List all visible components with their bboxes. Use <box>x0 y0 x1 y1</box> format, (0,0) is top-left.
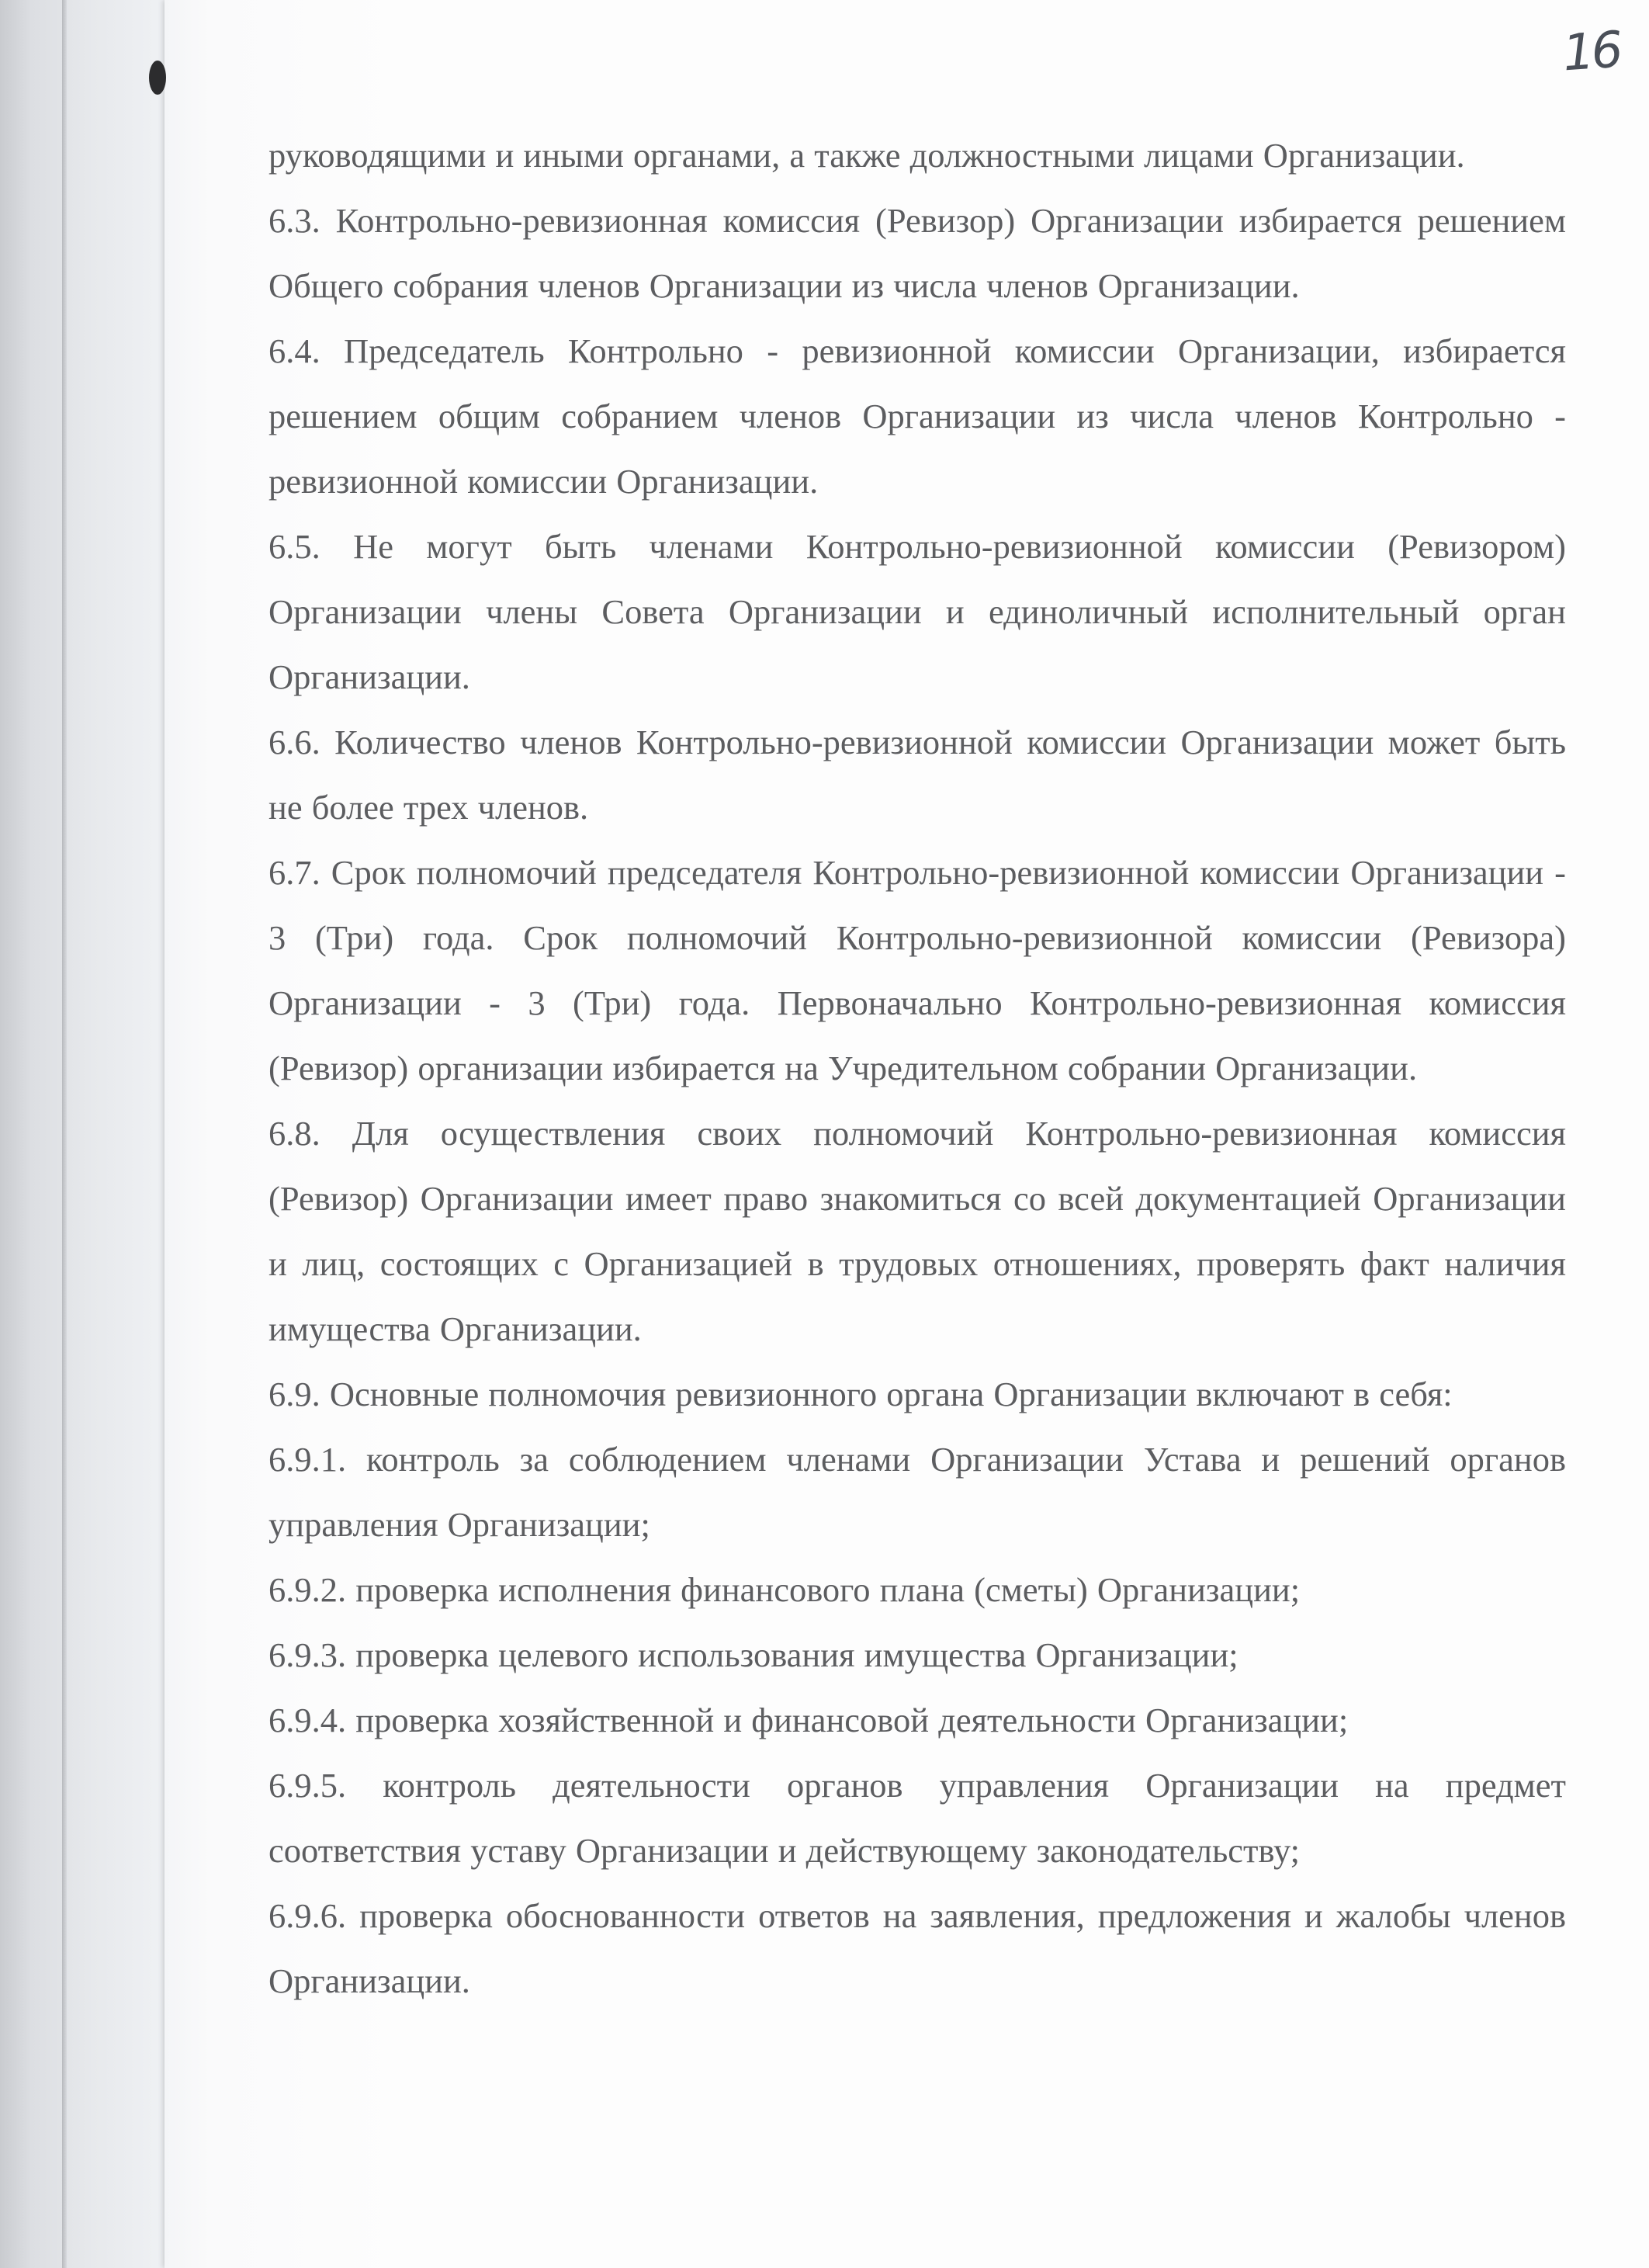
clause-6-8: 6.8. Для осуществления своих полномочий Контрольно-ревизионная комиссия (Ревизор) Организации имеет право знакомиться со всей документацией Организации и лиц, состоящих с Организацией в трудовых отношениях, проверять факт наличия имущества Организации. <box>268 1114 1566 1348</box>
sheet-edge <box>62 0 67 2268</box>
clause-6-5: 6.5. Не могут быть членами Контрольно-ревизионной комиссии (Ревизором) Организации члены Совета Организации и единоличный исполнительный орган Организации. <box>268 527 1566 696</box>
clause-6-9-6: 6.9.6. проверка обоснованности ответов на заявления, предложения и жалобы членов Организации. <box>268 1896 1566 2000</box>
clause-6-9-3: 6.9.3. проверка целевого использования имущества Организации; <box>268 1635 1238 1674</box>
clause-6-3: 6.3. Контрольно-ревизионная комиссия (Ревизор) Организации избирается решением Общего собрания членов Организации из числа членов Организации. <box>268 201 1566 305</box>
clause-6-9-2: 6.9.2. проверка исполнения финансового плана (сметы) Организации; <box>268 1570 1301 1609</box>
clause-6-9-1: 6.9.1. контроль за соблюдением членами Организации Устава и решений органов управления Организации; <box>268 1440 1566 1544</box>
document-body <box>268 123 1566 2013</box>
paragraph-continuation: руководящими и иными органами, а также должностными лицами Организации. <box>268 136 1465 175</box>
clause-6-9-5: 6.9.5. контроль деятельности органов управления Организации на предмет соответствия уставу Организации и действующему законодательству; <box>268 1766 1566 1870</box>
page-number: 16 <box>1561 21 1622 83</box>
clause-6-9: 6.9. Основные полномочия ревизионного органа Организации включают в себя: <box>268 1375 1453 1413</box>
clause-6-6: 6.6. Количество членов Контрольно-ревизионной комиссии Организации может быть не более трех членов. <box>268 723 1566 827</box>
underlying-sheet <box>0 0 163 2268</box>
clause-6-4: 6.4. Председатель Контрольно - ревизионной комиссии Организации, избирается решением общим собранием членов Организации из числа членов Контрольно - ревизионной комиссии Организации. <box>268 331 1566 501</box>
binding-punch-hole <box>149 61 166 95</box>
clause-6-9-4: 6.9.4. проверка хозяйственной и финансовой деятельности Организации; <box>268 1701 1349 1739</box>
clause-6-7: 6.7. Срок полномочий председателя Контрольно-ревизионной комиссии Организации - 3 (Три) года. Срок полномочий Контрольно-ревизионной комиссии (Ревизора) Организации - 3 (Три) года. Первоначально Контрольно-ревизионная комиссия (Ревизор) организации избирается на Учредительном собрании Организации. <box>268 853 1566 1087</box>
